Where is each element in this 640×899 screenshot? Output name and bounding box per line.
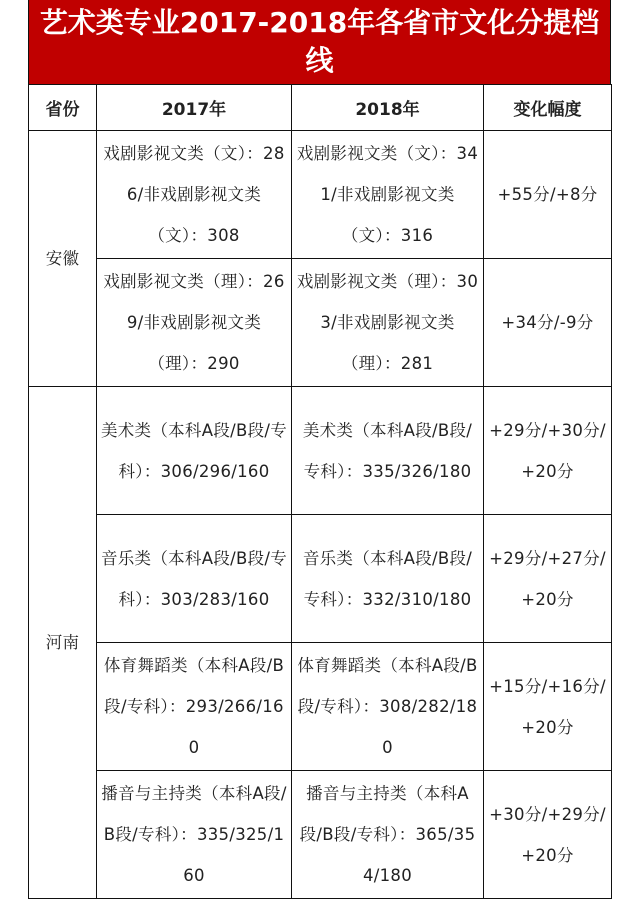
cell-2018: 音乐类（本科A段/B段/专科）：332/310/180 bbox=[292, 515, 484, 643]
cell-change: +30分/+29分/+20分 bbox=[484, 771, 612, 899]
header-2017: 2017年 bbox=[97, 85, 292, 131]
table-row bbox=[29, 515, 612, 643]
province-label: 河南 bbox=[45, 633, 80, 652]
cell-2017: 体育舞蹈类（本科A段/B段/专科）：293/266/160 bbox=[97, 643, 292, 771]
cell-2018: 戏剧影视文类（文）：341/非戏剧影视文类（文）：316 bbox=[292, 131, 484, 259]
table-row bbox=[29, 387, 612, 515]
cell-change: +55分/+8分 bbox=[484, 131, 612, 259]
cell-change: +15分/+16分/+20分 bbox=[484, 643, 612, 771]
table-row bbox=[29, 131, 612, 259]
cell-2017: 戏剧影视文类（理）：269/非戏剧影视文类（理）：290 bbox=[97, 259, 292, 387]
province-anhui bbox=[29, 131, 97, 387]
cell-2018: 戏剧影视文类（理）：303/非戏剧影视文类（理）：281 bbox=[292, 259, 484, 387]
header-2018: 2018年 bbox=[292, 85, 484, 131]
cell-2017: 播音与主持类（本科A段/B段/专科）：335/325/160 bbox=[97, 771, 292, 899]
cell-change: +34分/-9分 bbox=[484, 259, 612, 387]
cell-change: +29分/+27分/+20分 bbox=[484, 515, 612, 643]
cell-2018: 美术类（本科A段/B段/专科）：335/326/180 bbox=[292, 387, 484, 515]
header-change: 变化幅度 bbox=[484, 85, 612, 131]
cell-2017: 美术类（本科A段/B段/专科）：306/296/160 bbox=[97, 387, 292, 515]
table-row bbox=[29, 643, 612, 771]
cell-2018: 播音与主持类（本科A段/B段/专科）：365/354/180 bbox=[292, 771, 484, 899]
table-header-row bbox=[29, 85, 612, 131]
score-table bbox=[28, 84, 612, 899]
table-row bbox=[29, 259, 612, 387]
cell-change: +29分/+30分/+20分 bbox=[484, 387, 612, 515]
page-title: 艺术类专业2017-2018年各省市文化分提档线 bbox=[28, 0, 611, 84]
cell-2017: 戏剧影视文类（文）：286/非戏剧影视文类（文）：308 bbox=[97, 131, 292, 259]
province-henan bbox=[29, 387, 97, 899]
header-province: 省份 bbox=[29, 85, 97, 131]
province-label: 安徽 bbox=[45, 249, 80, 268]
cell-2017: 音乐类（本科A段/B段/专科）：303/283/160 bbox=[97, 515, 292, 643]
table-row bbox=[29, 771, 612, 899]
cell-2018: 体育舞蹈类（本科A段/B段/专科）：308/282/180 bbox=[292, 643, 484, 771]
